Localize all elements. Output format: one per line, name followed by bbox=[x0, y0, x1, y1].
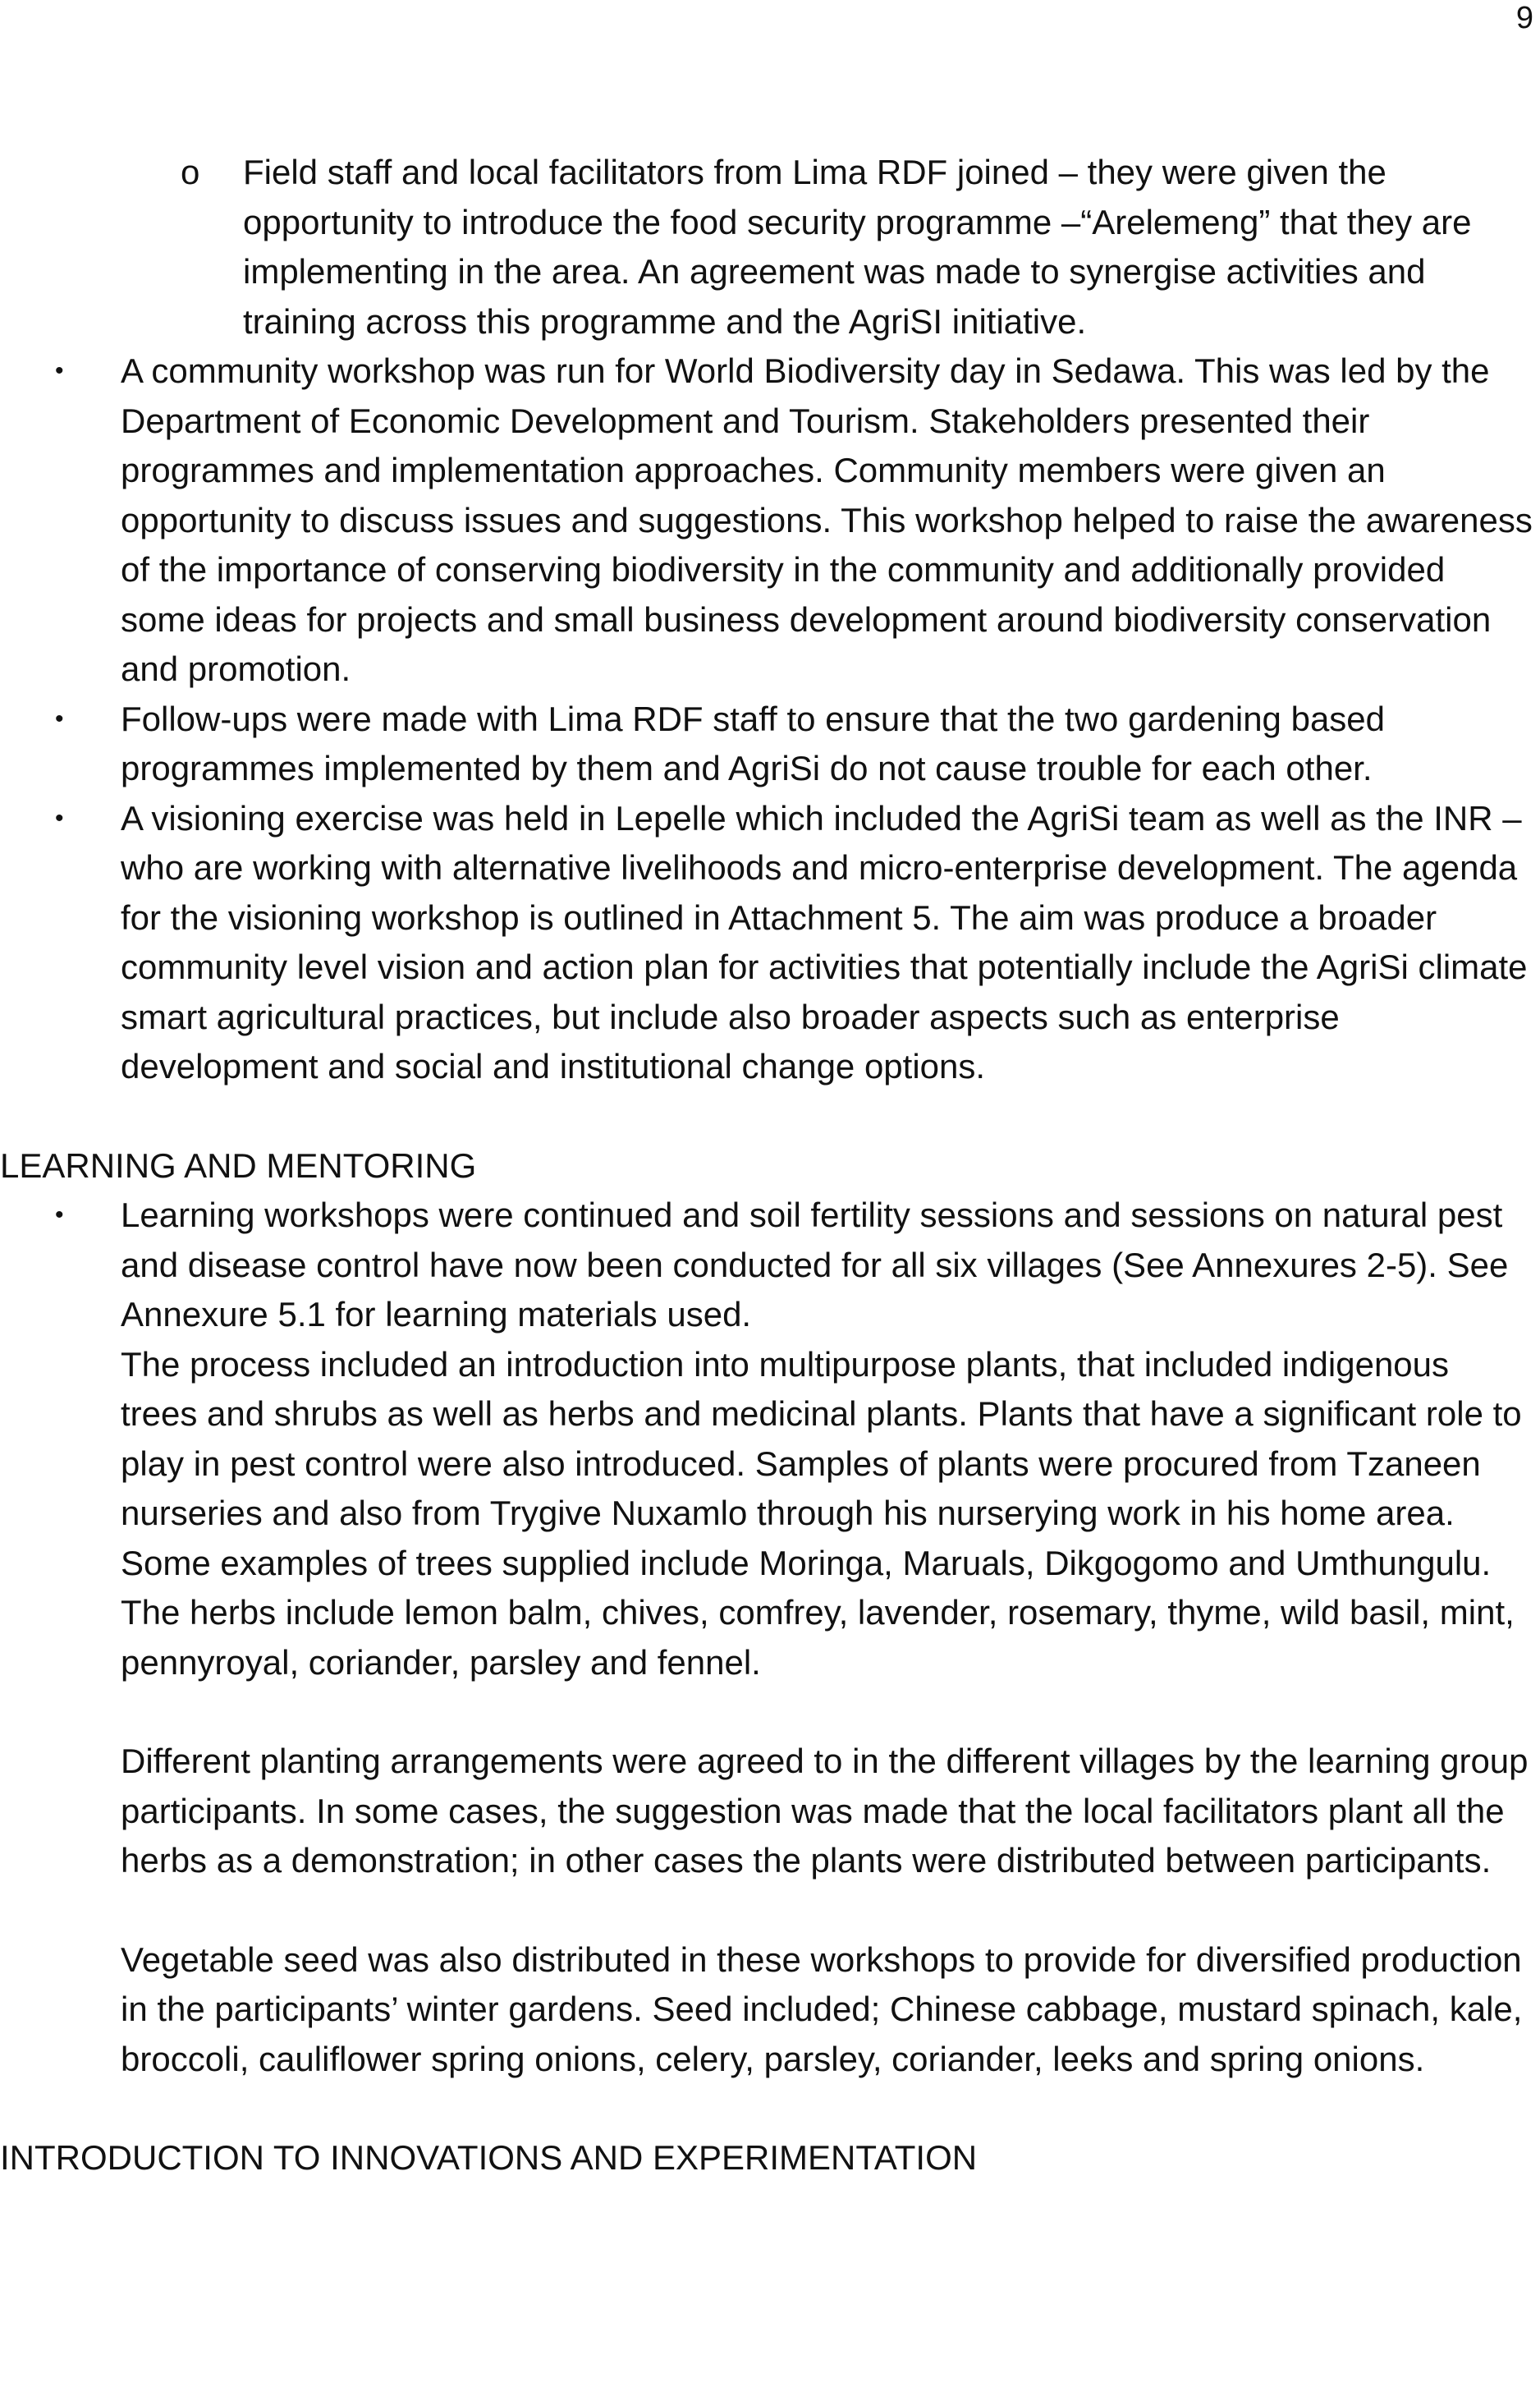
bullet-marker: • bbox=[55, 357, 64, 384]
paragraph-vegetable-seed: Vegetable seed was also distributed in these workshops to provide for diversified production in the participants’ winter gardens. Seed included; Chinese cabbage, mustard spinach, kale, broccoli, cauliflower spring onions, celery, parsley, coriander, leeks and spring onions. bbox=[121, 1939, 1523, 2078]
section-heading-learning: LEARNING AND MENTORING bbox=[0, 1145, 477, 1185]
document-body bbox=[0, 148, 1540, 2183]
bullet-marker: • bbox=[55, 1201, 64, 1228]
bullet-marker: • bbox=[55, 804, 64, 832]
paragraph-planting-arrangements: Different planting arrangements were agreed to in the different villages by the learning group participants. In some cases, the suggestion was made that the local facilitators plant all the herbs as a demonstration; in other cases the plants were distributed between participants. bbox=[121, 1742, 1529, 1880]
bullet-text: A visioning exercise was held in Lepelle which included the AgriSi team as well as the INR – who are working with alternative livelihoods and micro-enterprise development. The agenda for the visioning workshop is outlined in Attachment 5. The aim was produce a broader community level vision and action plan for activities that potentially include the AgriSi climate smart agricultural practices, but include also broader aspects such as enterprise development and social and institutional change options. bbox=[121, 798, 1528, 1086]
page-number: 9 bbox=[1515, 1, 1533, 35]
bullet-item-learning-workshops bbox=[55, 1191, 1533, 1340]
bullet-text: Learning workshops were continued and soil fertility sessions and sessions on natural pest and disease control have now been conducted for all six villages (See Annexures 2-5). See Annexure 5.1 for learning materials used. bbox=[121, 1196, 1509, 1334]
sub-list-item-text: Field staff and local facilitators from Lima RDF joined – they were given the opportunity to introduce the food security programme –“Arelemeng” that they are implementing in the area. An agreement was made to synergise activities and training across this programme and the AgriSI initiative. bbox=[243, 153, 1472, 341]
bullet-item-follow-ups bbox=[55, 695, 1533, 794]
section-heading-innovations: INTRODUCTION TO INNOVATIONS AND EXPERIMENTATION bbox=[0, 2138, 978, 2177]
bullet-text: A community workshop was run for World Biodiversity day in Sedawa. This was led by the Department of Economic Development and Tourism. Stakeholders presented their programmes and implementation approaches. Community members were given an opportunity to discuss issues and suggestions. This workshop helped to raise the awareness of the importance of conserving biodiversity in the community and additionally provided some ideas for projects and small business development around biodiversity conservation and promotion. bbox=[121, 351, 1533, 688]
sub-list-item bbox=[181, 148, 1524, 347]
bullet-marker: • bbox=[55, 705, 64, 732]
bullet-item-biodiversity-workshop bbox=[55, 347, 1533, 695]
bullet-text: Follow-ups were made with Lima RDF staff to ensure that the two gardening based programmes implemented by them and AgriSi do not cause trouble for each other. bbox=[121, 699, 1386, 787]
bullet-item-visioning-exercise bbox=[55, 794, 1533, 1092]
sub-bullet-marker: o bbox=[181, 153, 200, 191]
paragraph-multipurpose-plants: The process included an introduction into multipurpose plants, that included indigenous trees and shrubs as well as herbs and medicinal plants. Plants that have a significant role to play in pest control were also introduced. Samples of plants were procured from Tzaneen nurseries and also from Trygive Nuxamlo through his nurserying work in his home area. Some examples of trees supplied include Moringa, Maruals, Dikgogomo and Umthungulu. The herbs include lemon balm, chives, comfrey, lavender, rosemary, thyme, wild basil, mint, pennyroyal, coriander, parsley and fennel. bbox=[121, 1344, 1522, 1682]
